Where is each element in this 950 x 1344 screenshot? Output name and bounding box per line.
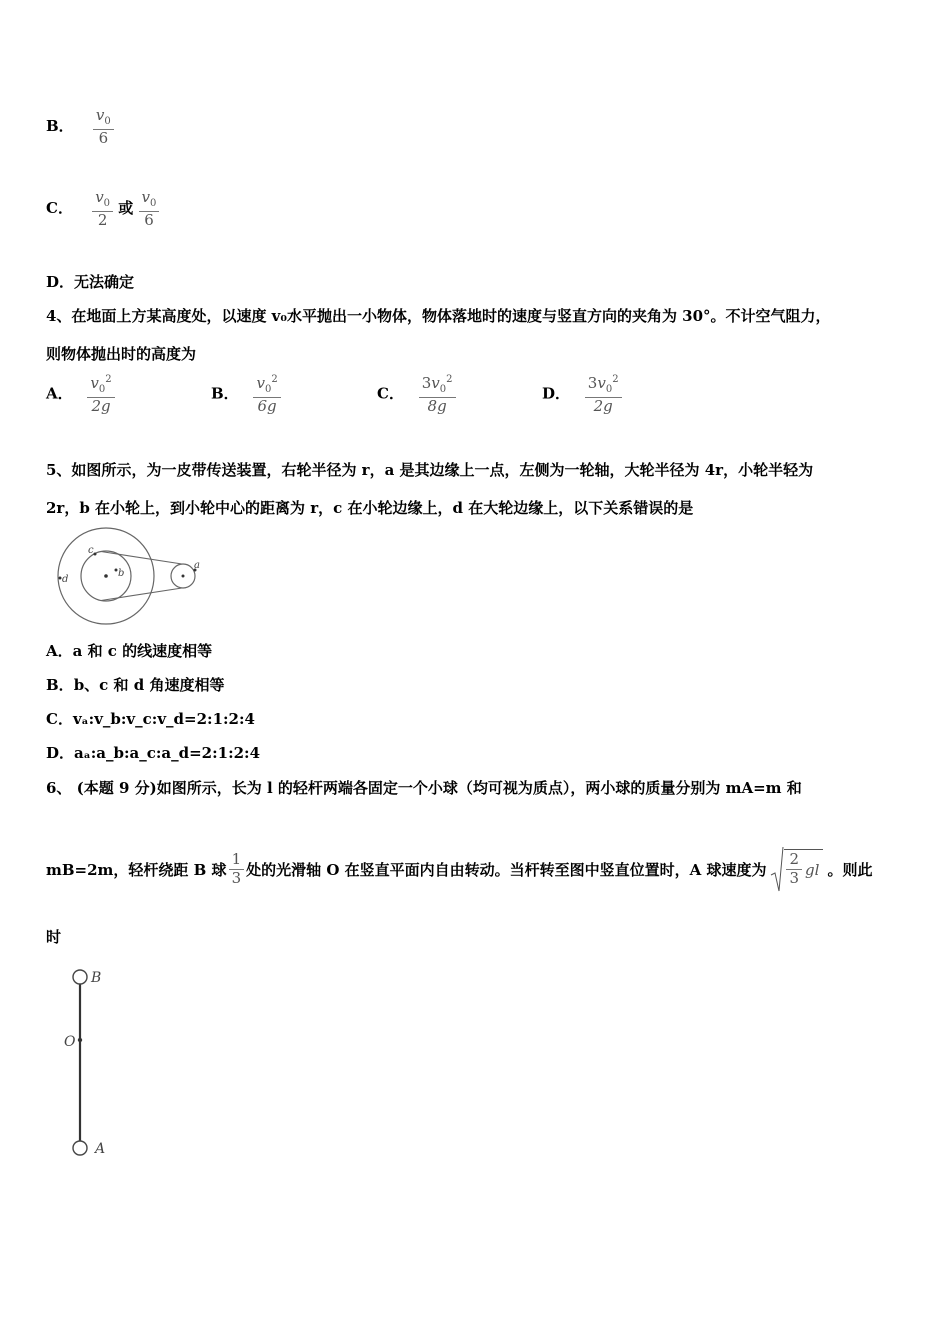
q6-stem-line2: [46, 845, 872, 893]
option-label: A．: [46, 642, 73, 660]
q5-option-c: [46, 708, 255, 729]
label-b: b: [118, 568, 125, 579]
option-label: D．: [46, 744, 75, 762]
q5-stem-line2: 2r，b 在小轮上，到小轮中心的距离为 r，c 在小轮边缘上，d 在大轮边缘上，以下关系错误的是: [46, 499, 694, 517]
option-label: C．: [46, 199, 73, 218]
q6-text-part3: 。则此: [827, 860, 873, 879]
option-text: aₐ:a_b:a_c:a_d=2:1:2:4: [74, 744, 261, 762]
q4-option-c: [377, 375, 456, 414]
label-a: a: [194, 560, 200, 571]
fraction-one-third: $\frac{1}{3}$: [229, 852, 245, 887]
option-label: C．: [46, 710, 73, 728]
q6-stem-line1: 6、 (本题 9 分)如图所示，长为 l 的轻杆两端各固定一个小球（均可视为质点），两小球的质量分别为 mA=m 和: [46, 779, 802, 797]
prev-option-b: [46, 108, 114, 146]
sqrt-expression: $\frac{2}{3}$ gl: [770, 845, 823, 893]
q6-text-part2: 处的光滑轴 O 在竖直平面内自由转动。当杆转至图中竖直位置时，A 球速度为: [246, 860, 767, 879]
right-center-dot: [182, 575, 185, 578]
q6-text-part1: mB=2m，轻杆绕距 B 球: [46, 860, 227, 879]
option-label: A．: [46, 384, 73, 403]
q5-option-d: [46, 742, 260, 763]
belt-pulley-diagram: [50, 526, 210, 630]
option-label: D．: [46, 273, 75, 291]
option-label: D．: [542, 384, 571, 403]
rod-diagram: [60, 966, 130, 1162]
option-text: vₐ:v_b:v_c:v_d=2:1:2:4: [72, 710, 255, 728]
belt-top: [101, 552, 182, 565]
q4-option-d: [542, 375, 622, 414]
option-text: 无法确定: [74, 273, 135, 291]
ball-b: [73, 970, 87, 984]
q5-option-a: [46, 640, 212, 661]
fraction-1: $\frac{v_0}{2}$: [92, 190, 113, 228]
connector-text: 或: [118, 199, 134, 218]
q6-stem-line3: 时: [46, 928, 62, 946]
fraction: $\frac{v_0^2}{2g}$: [87, 375, 114, 414]
fraction-2: $\frac{v_0}{6}$: [139, 190, 160, 228]
radical-sign-icon: [770, 845, 784, 893]
option-label: C．: [377, 384, 404, 403]
belt-bottom: [101, 588, 182, 601]
option-label: B．: [46, 117, 74, 136]
q4-option-b: [211, 375, 281, 414]
option-text: b、c 和 d 角速度相等: [73, 676, 225, 694]
option-label: B．: [46, 676, 74, 694]
q4-stem-line2: 则物体抛出时的高度为: [46, 345, 197, 363]
option-label: B．: [211, 384, 239, 403]
fraction: $\frac{3v_0^2}{8g}$: [419, 375, 456, 414]
fraction: $\frac{v_0^2}{6g}$: [253, 375, 280, 414]
q4-stem-line1: 4、在地面上方某高度处，以速度 v₀水平抛出一小物体，物体落地时的速度与竖直方向的夹角为 30°。不计空气阻力，: [46, 307, 831, 325]
q5-option-b: [46, 674, 224, 695]
fraction: $\frac{v_0}{6}$: [93, 108, 114, 146]
point-c-dot: [94, 553, 97, 556]
fraction: $\frac{3v_0^2}{2g}$: [585, 375, 622, 414]
sqrt-fraction: $\frac{2}{3}$: [786, 852, 802, 887]
prev-option-c: [46, 190, 159, 228]
label-o: O: [64, 1034, 76, 1050]
q4-option-a: [46, 375, 115, 414]
q5-stem-line1: 5、如图所示，为一皮带传送装置，右轮半径为 r，a 是其边缘上一点，左侧为一轮轴，大轮半径为 4r，小轮半轻为: [46, 461, 814, 479]
center-dot: [104, 574, 108, 578]
label-c: c: [88, 545, 94, 556]
label-b: B: [91, 970, 102, 986]
ball-a: [73, 1141, 87, 1155]
option-text: a 和 c 的线速度相等: [72, 642, 213, 660]
label-d: d: [62, 574, 69, 585]
label-a: A: [95, 1141, 106, 1157]
prev-option-d: [46, 271, 134, 292]
pivot-o: [78, 1038, 82, 1042]
